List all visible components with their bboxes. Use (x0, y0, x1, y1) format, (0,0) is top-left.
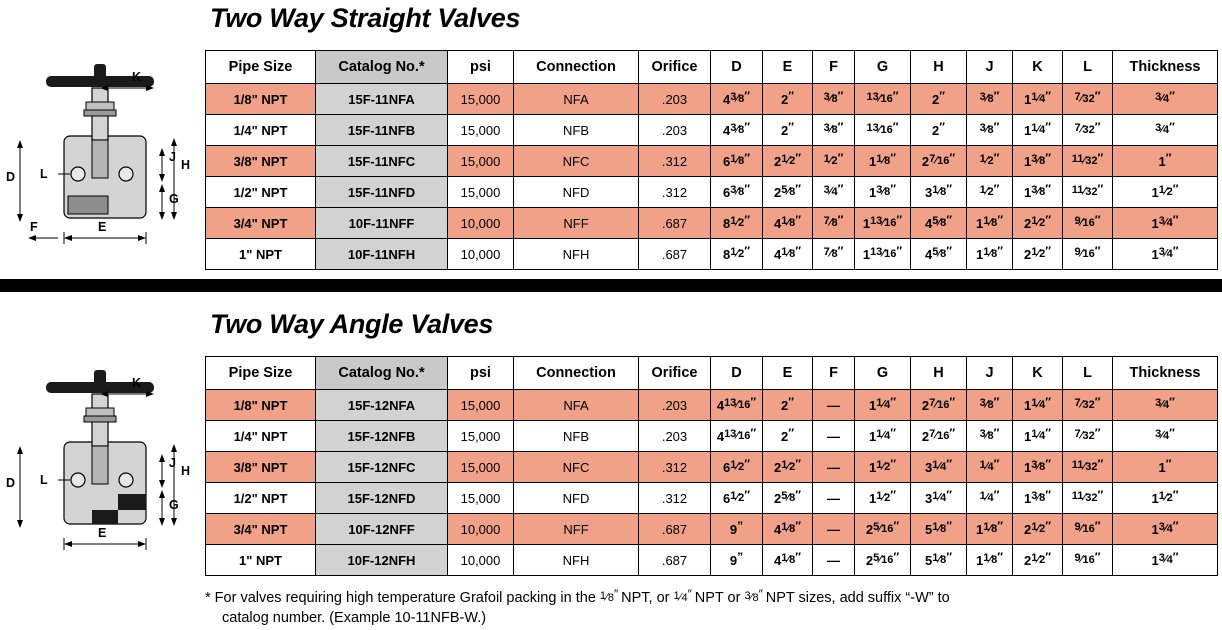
cell-e: 2″ (763, 421, 813, 452)
table-row (206, 545, 1218, 576)
cell-catalog: 10F-11NFF (316, 208, 448, 239)
cell-e: $2^5⁄_8''$ (763, 177, 813, 208)
cell-l: $^7⁄_{32}''$ (1063, 115, 1113, 146)
diagram-label-K: K (132, 70, 142, 84)
cell-l: $^{11}⁄_{32}''$ (1063, 177, 1113, 208)
cell-k: $2^1⁄_2''$ (1013, 514, 1063, 545)
cell-h: $2^7⁄_{16}''$ (911, 146, 967, 177)
cell-d: $6^1⁄_8''$ (711, 146, 763, 177)
cell-l: $^9⁄_{16}''$ (1063, 239, 1113, 270)
cell-k: $1^1⁄_4''$ (1013, 115, 1063, 146)
cell-psi: 10,000 (448, 239, 514, 270)
cell-l: $^9⁄_{16}''$ (1063, 514, 1113, 545)
cell-connection: NFA (514, 84, 639, 115)
cell-k: $2^1⁄_2''$ (1013, 545, 1063, 576)
cell-thickness: $1^1⁄_2''$ (1113, 483, 1218, 514)
col-e: E (763, 51, 813, 84)
cell-d: 9” (711, 545, 763, 576)
col-connection: Connection (514, 357, 639, 390)
cell-catalog: 15F-11NFC (316, 146, 448, 177)
cell-psi: 15,000 (448, 483, 514, 514)
cell-g: $1^1⁄_2''$ (855, 452, 911, 483)
cell-orifice: .312 (639, 483, 711, 514)
cell-psi: 15,000 (448, 452, 514, 483)
cell-catalog: 10F-12NFH (316, 545, 448, 576)
col-orifice: Orifice (639, 357, 711, 390)
col-l: L (1063, 357, 1113, 390)
cell-connection: NFH (514, 545, 639, 576)
cell-catalog: 15F-11NFD (316, 177, 448, 208)
cell-thickness: $^3⁄_4''$ (1113, 390, 1218, 421)
cell-d: $8^1⁄_2''$ (711, 239, 763, 270)
cell-orifice: .312 (639, 452, 711, 483)
table-row (206, 146, 1218, 177)
cell-k: $1^3⁄_8''$ (1013, 483, 1063, 514)
cell-k: $1^3⁄_8''$ (1013, 146, 1063, 177)
table-row (206, 115, 1218, 146)
cell-pipe: 3/8" NPT (206, 146, 316, 177)
cell-h: 2″ (911, 84, 967, 115)
col-catalog-no: Catalog No.* (316, 51, 448, 84)
cell-psi: 15,000 (448, 146, 514, 177)
diagram-label-K-angle: K (132, 376, 142, 390)
cell-f: — (813, 483, 855, 514)
cell-catalog: 15F-12NFB (316, 421, 448, 452)
cell-connection: NFA (514, 390, 639, 421)
cell-k: $1^1⁄_4''$ (1013, 390, 1063, 421)
diagram-label-G: G (169, 192, 179, 206)
section-two-way-angle-valves (0, 306, 1222, 586)
cell-orifice: .312 (639, 177, 711, 208)
cell-e: 2″ (763, 84, 813, 115)
valve-diagram-straight-svg (6, 48, 196, 248)
cell-thickness: 1″ (1113, 452, 1218, 483)
cell-e: $2^1⁄_2''$ (763, 146, 813, 177)
cell-f: — (813, 545, 855, 576)
cell-d: $4^3⁄_8''$ (711, 115, 763, 146)
cell-l: $^7⁄_{32}''$ (1063, 84, 1113, 115)
valve-diagram-straight (6, 48, 196, 248)
cell-g: $1^1⁄_4''$ (855, 390, 911, 421)
cell-h: $5^1⁄_8''$ (911, 514, 967, 545)
cell-f: $^7⁄_8''$ (813, 208, 855, 239)
cell-j: $^3⁄_8''$ (967, 115, 1013, 146)
cell-connection: NFB (514, 421, 639, 452)
table-body-straight (206, 84, 1218, 270)
table-angle-valves (205, 356, 1218, 576)
cell-h: $2^7⁄_{16}''$ (911, 390, 967, 421)
cell-e: $4^1⁄_8''$ (763, 208, 813, 239)
col-g: G (855, 357, 911, 390)
col-thickness: Thickness (1113, 51, 1218, 84)
col-f: F (813, 51, 855, 84)
diagram-label-L: L (40, 167, 48, 181)
cell-psi: 15,000 (448, 115, 514, 146)
cell-h: 2″ (911, 115, 967, 146)
col-k: K (1013, 51, 1063, 84)
col-e: E (763, 357, 813, 390)
cell-j: $1^1⁄_8''$ (967, 239, 1013, 270)
cell-psi: 15,000 (448, 421, 514, 452)
cell-g: $2^5⁄_{16}''$ (855, 545, 911, 576)
cell-h: $3^1⁄_4''$ (911, 483, 967, 514)
cell-j: $^3⁄_8''$ (967, 84, 1013, 115)
table-row (206, 84, 1218, 115)
cell-j: $1^1⁄_8''$ (967, 514, 1013, 545)
cell-j: $^3⁄_8''$ (967, 390, 1013, 421)
cell-e: $4^1⁄_8''$ (763, 514, 813, 545)
cell-psi: 15,000 (448, 390, 514, 421)
diagram-label-L-angle: L (40, 473, 48, 487)
cell-catalog: 15F-12NFC (316, 452, 448, 483)
table-header-row (206, 51, 1218, 84)
cell-catalog: 15F-12NFA (316, 390, 448, 421)
cell-d: $8^1⁄_2''$ (711, 208, 763, 239)
cell-l: $^7⁄_{32}''$ (1063, 390, 1113, 421)
section-divider (0, 279, 1222, 292)
table-row (206, 421, 1218, 452)
table-row (206, 452, 1218, 483)
cell-k: $2^1⁄_2''$ (1013, 208, 1063, 239)
cell-pipe: 1/8" NPT (206, 390, 316, 421)
col-connection: Connection (514, 51, 639, 84)
cell-l: $^9⁄_{16}''$ (1063, 208, 1113, 239)
col-orifice: Orifice (639, 51, 711, 84)
cell-pipe: 1/4" NPT (206, 115, 316, 146)
cell-orifice: .312 (639, 146, 711, 177)
cell-g: $1^1⁄_4''$ (855, 421, 911, 452)
cell-h: $4^5⁄_8''$ (911, 208, 967, 239)
cell-thickness: $1^3⁄_4''$ (1113, 239, 1218, 270)
col-h: H (911, 357, 967, 390)
cell-f: $^3⁄_8''$ (813, 115, 855, 146)
cell-d: $4^{13}⁄_{16}''$ (711, 421, 763, 452)
cell-psi: 10,000 (448, 514, 514, 545)
cell-j: $^1⁄_4''$ (967, 483, 1013, 514)
col-f: F (813, 357, 855, 390)
cell-e: $2^1⁄_2''$ (763, 452, 813, 483)
footnote-line-1: * For valves requiring high temperature Grafoil packing in the $^1⁄_8''$ NPT, or $^1⁄_4''$ NPT or $^3⁄_8''$ NPT sizes, add suffix “-W” to (205, 587, 950, 606)
diagram-label-D-angle: D (6, 476, 16, 490)
table-row (206, 208, 1218, 239)
cell-f: — (813, 514, 855, 545)
cell-orifice: .687 (639, 514, 711, 545)
col-l: L (1063, 51, 1113, 84)
valve-diagram-angle (6, 354, 196, 554)
cell-f: — (813, 452, 855, 483)
cell-g: $1^1⁄_2''$ (855, 483, 911, 514)
cell-d: $4^3⁄_8''$ (711, 84, 763, 115)
cell-psi: 10,000 (448, 208, 514, 239)
cell-d: $6^1⁄_2''$ (711, 452, 763, 483)
cell-l: $^{11}⁄_{32}''$ (1063, 483, 1113, 514)
cell-psi: 15,000 (448, 84, 514, 115)
cell-thickness: 1″ (1113, 146, 1218, 177)
cell-d: $6^1⁄_2''$ (711, 483, 763, 514)
cell-d: $4^{13}⁄_{16}''$ (711, 390, 763, 421)
cell-h: $2^7⁄_{16}''$ (911, 421, 967, 452)
cell-h: $3^1⁄_8''$ (911, 177, 967, 208)
cell-orifice: .203 (639, 84, 711, 115)
cell-e: $4^1⁄_8''$ (763, 239, 813, 270)
cell-orifice: .687 (639, 239, 711, 270)
cell-d: 9” (711, 514, 763, 545)
table-row (206, 239, 1218, 270)
cell-connection: NFD (514, 177, 639, 208)
cell-l: $^7⁄_{32}''$ (1063, 421, 1113, 452)
cell-thickness: $^3⁄_4''$ (1113, 421, 1218, 452)
col-g: G (855, 51, 911, 84)
diagram-label-G-angle: G (169, 498, 179, 512)
diagram-label-D: D (6, 170, 16, 184)
table-straight-valves (205, 50, 1218, 270)
cell-e: $4^1⁄_8''$ (763, 545, 813, 576)
cell-thickness: $1^3⁄_4''$ (1113, 208, 1218, 239)
col-h: H (911, 51, 967, 84)
cell-connection: NFF (514, 208, 639, 239)
cell-connection: NFC (514, 146, 639, 177)
cell-j: $1^1⁄_8''$ (967, 208, 1013, 239)
cell-orifice: .687 (639, 545, 711, 576)
diagram-label-F: F (30, 220, 38, 234)
cell-pipe: 1" NPT (206, 545, 316, 576)
cell-l: $^{11}⁄_{32}''$ (1063, 452, 1113, 483)
cell-pipe: 3/8" NPT (206, 452, 316, 483)
table-row (206, 177, 1218, 208)
cell-e: 2″ (763, 390, 813, 421)
cell-g: $1^{13}⁄_{16}''$ (855, 239, 911, 270)
cell-k: $1^3⁄_8''$ (1013, 452, 1063, 483)
table-header-row (206, 357, 1218, 390)
cell-thickness: $^3⁄_4''$ (1113, 115, 1218, 146)
cell-pipe: 1" NPT (206, 239, 316, 270)
cell-pipe: 1/8" NPT (206, 84, 316, 115)
cell-pipe: 1/4" NPT (206, 421, 316, 452)
cell-g: $1^3⁄_8''$ (855, 177, 911, 208)
cell-g: $2^5⁄_{16}''$ (855, 514, 911, 545)
cell-orifice: .203 (639, 421, 711, 452)
cell-thickness: $^3⁄_4''$ (1113, 84, 1218, 115)
cell-catalog: 15F-12NFD (316, 483, 448, 514)
cell-thickness: $1^1⁄_2''$ (1113, 177, 1218, 208)
cell-k: $1^1⁄_4''$ (1013, 421, 1063, 452)
cell-k: $1^3⁄_8''$ (1013, 177, 1063, 208)
diagram-label-H: H (181, 158, 191, 172)
cell-h: $4^5⁄_8''$ (911, 239, 967, 270)
section-two-way-straight-valves (0, 0, 1222, 272)
cell-g: $1^{13}⁄_{16}''$ (855, 208, 911, 239)
cell-e: 2″ (763, 115, 813, 146)
cell-f: — (813, 421, 855, 452)
col-k: K (1013, 357, 1063, 390)
cell-g: $1^1⁄_8''$ (855, 146, 911, 177)
cell-f: $^7⁄_8''$ (813, 239, 855, 270)
cell-orifice: .687 (639, 208, 711, 239)
col-catalog-no: Catalog No.* (316, 357, 448, 390)
cell-pipe: 1/2" NPT (206, 483, 316, 514)
cell-catalog: 10F-11NFH (316, 239, 448, 270)
cell-j: $^1⁄_2''$ (967, 177, 1013, 208)
cell-catalog: 15F-11NFA (316, 84, 448, 115)
cell-psi: 15,000 (448, 177, 514, 208)
col-j: J (967, 357, 1013, 390)
cell-h: $3^1⁄_4''$ (911, 452, 967, 483)
cell-e: $2^5⁄_8''$ (763, 483, 813, 514)
cell-g: $^{13}⁄_{16}''$ (855, 84, 911, 115)
cell-f: $^3⁄_4''$ (813, 177, 855, 208)
diagram-label-E-angle: E (98, 526, 107, 540)
cell-connection: NFD (514, 483, 639, 514)
cell-psi: 10,000 (448, 545, 514, 576)
cell-l: $^{11}⁄_{32}''$ (1063, 146, 1113, 177)
cell-k: $1^1⁄_4''$ (1013, 84, 1063, 115)
cell-j: $^1⁄_4''$ (967, 452, 1013, 483)
cell-f: — (813, 390, 855, 421)
cell-f: $^3⁄_8''$ (813, 84, 855, 115)
col-d: D (711, 51, 763, 84)
page-title-angle: Two Way Angle Valves (210, 309, 494, 339)
diagram-label-E: E (98, 220, 107, 234)
cell-f: $^1⁄_2''$ (813, 146, 855, 177)
table-row (206, 514, 1218, 545)
cell-g: $^{13}⁄_{16}''$ (855, 115, 911, 146)
valve-diagram-angle-svg (6, 354, 196, 554)
table-body-angle (206, 390, 1218, 576)
cell-connection: NFB (514, 115, 639, 146)
cell-catalog: 10F-12NFF (316, 514, 448, 545)
col-j: J (967, 51, 1013, 84)
diagram-label-J: J (169, 150, 176, 164)
cell-pipe: 1/2" NPT (206, 177, 316, 208)
cell-pipe: 3/4" NPT (206, 208, 316, 239)
cell-d: $6^3⁄_8''$ (711, 177, 763, 208)
table-row (206, 390, 1218, 421)
table-row (206, 483, 1218, 514)
cell-connection: NFC (514, 452, 639, 483)
cell-h: $5^1⁄_8''$ (911, 545, 967, 576)
col-psi: psi (448, 357, 514, 390)
col-pipe-size: Pipe Size (206, 51, 316, 84)
cell-pipe: 3/4" NPT (206, 514, 316, 545)
cell-catalog: 15F-11NFB (316, 115, 448, 146)
col-psi: psi (448, 51, 514, 84)
cell-l: $^9⁄_{16}''$ (1063, 545, 1113, 576)
cell-j: $^3⁄_8''$ (967, 421, 1013, 452)
col-pipe-size: Pipe Size (206, 357, 316, 390)
col-d: D (711, 357, 763, 390)
page-title-straight: Two Way Straight Valves (210, 3, 521, 33)
footnote-line-2: catalog number. (Example 10-11NFB-W.) (222, 609, 487, 626)
col-thickness: Thickness (1113, 357, 1218, 390)
cell-connection: NFF (514, 514, 639, 545)
diagram-label-H-angle: H (181, 464, 191, 478)
cell-connection: NFH (514, 239, 639, 270)
cell-thickness: $1^3⁄_4''$ (1113, 545, 1218, 576)
cell-thickness: $1^3⁄_4''$ (1113, 514, 1218, 545)
cell-k: $2^1⁄_2''$ (1013, 239, 1063, 270)
cell-orifice: .203 (639, 390, 711, 421)
cell-orifice: .203 (639, 115, 711, 146)
footnote (205, 589, 1215, 628)
cell-j: $1^1⁄_8''$ (967, 545, 1013, 576)
diagram-label-J-angle: J (169, 456, 176, 470)
cell-j: $^1⁄_2''$ (967, 146, 1013, 177)
